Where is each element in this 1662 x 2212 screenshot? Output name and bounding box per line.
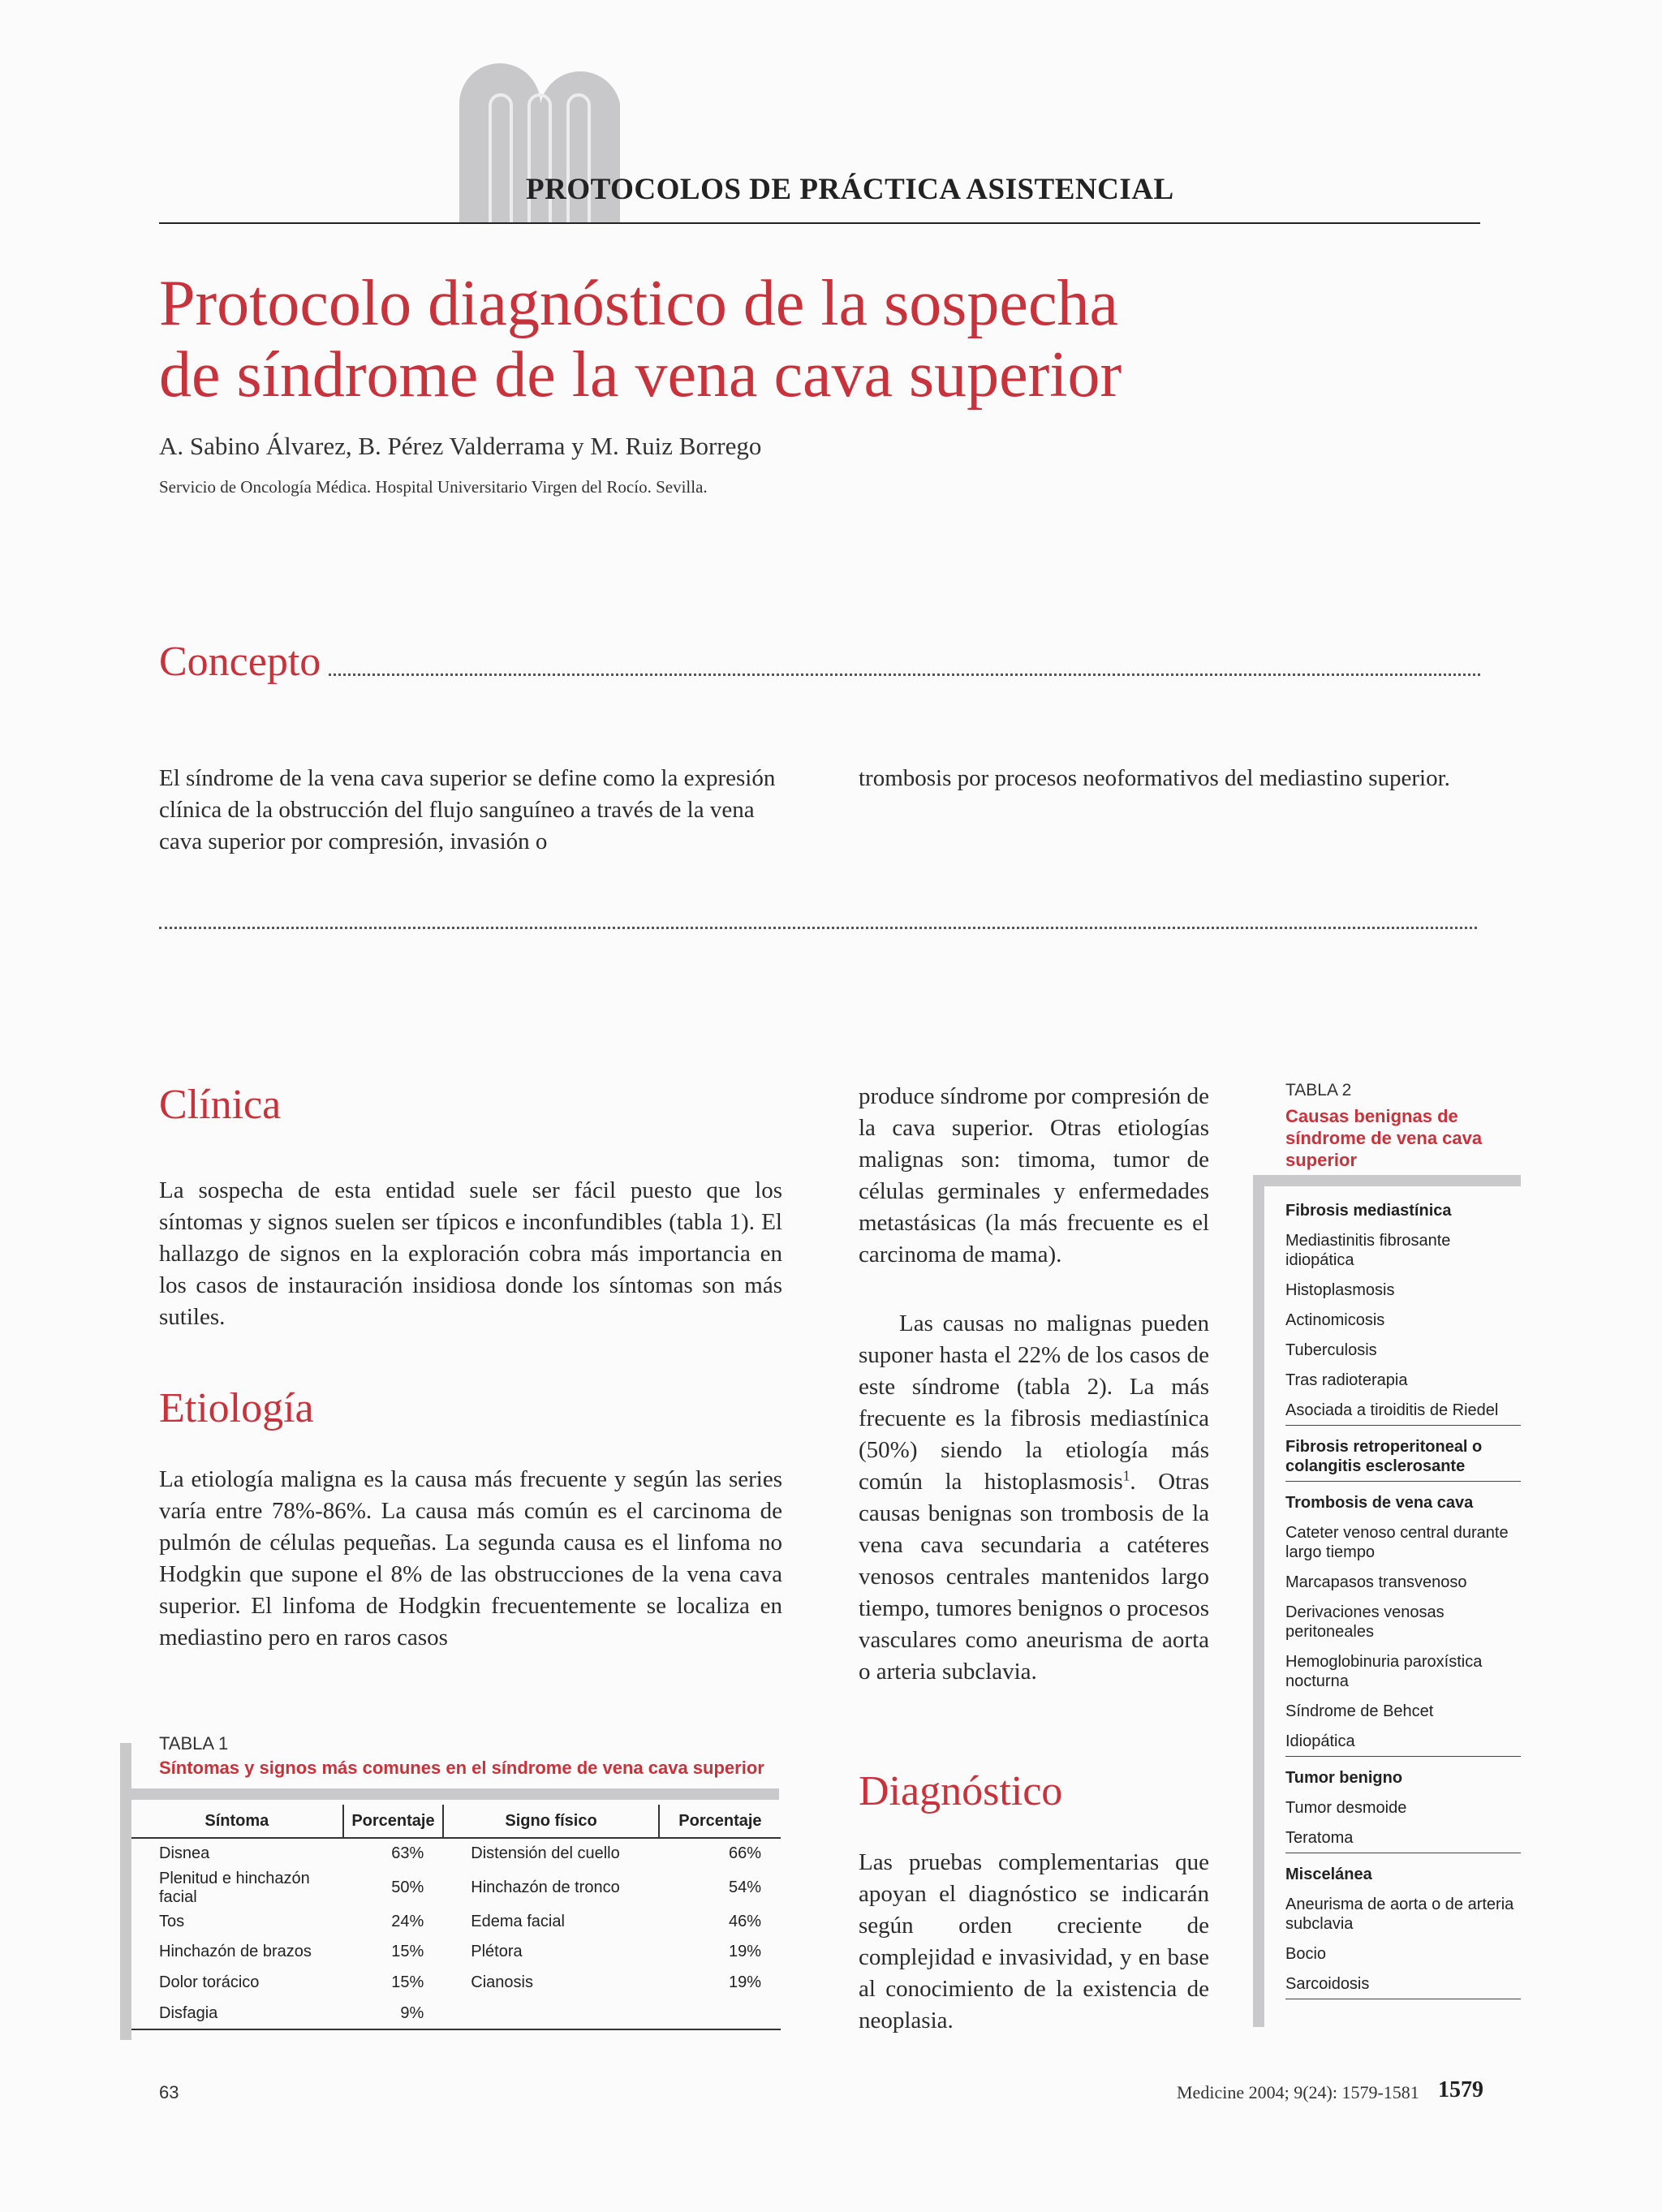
header-rule [159, 222, 1480, 224]
list-item: Marcapasos transvenoso [1285, 1573, 1467, 1591]
tabla2 [1285, 1196, 1521, 1999]
heading-diagnostico: Diagnóstico [859, 1768, 1063, 1814]
tabla1-cell: 50% [391, 1878, 424, 1897]
list-item: Sarcoidosis [1285, 1969, 1521, 1999]
etiologia-p2-post: . Otras causas benignas son trombosis de la vena cava secundaria a catéteres venosos centrales mantenidos largo tiempo, tumores benignos o procesos vasculares como aneurisma de aorta o arteria subclavia. [859, 1469, 1209, 1685]
tabla1-cell: Hinchazón de brazos [159, 1943, 312, 1961]
tabla1-cell [659, 1998, 781, 2029]
tabla1-header-porcentaje-1: Porcentaje [343, 1805, 444, 1838]
title-line-2: de síndrome de la vena cava superior [159, 339, 1122, 411]
tabla1-cell: 19% [728, 1943, 761, 1961]
footer-page-number: 1579 [1438, 2077, 1483, 2102]
tabla1-cell: Hinchazón de tronco [471, 1878, 620, 1897]
tabla1-cell: 9% [343, 1998, 444, 2029]
table-row [131, 1937, 781, 1968]
authors: A. Sabino Álvarez, B. Pérez Valderrama y M. Ruiz Borrego [159, 432, 762, 460]
tabla2-side-bar [1253, 1175, 1264, 2027]
tabla1-cell: Plétora [471, 1943, 523, 1961]
tabla1-cell: Disfagia [131, 1998, 343, 2029]
list-item: Derivaciones venosas peritoneales [1285, 1603, 1445, 1641]
list-item: Tuberculosis [1285, 1341, 1377, 1359]
footer-page-left: 63 [159, 2082, 179, 2102]
tabla2-group-heading: Fibrosis mediastínica [1285, 1202, 1452, 1220]
table-row [131, 1838, 781, 1870]
list-item: Cateter venoso central durante largo tiempo [1285, 1524, 1509, 1561]
tabla1-cell: 15% [391, 1943, 424, 1961]
tabla1-cell: 24% [391, 1912, 424, 1930]
article-title [159, 268, 1295, 411]
section-label: PROTOCOLOS DE PRÁCTICA ASISTENCIAL [526, 173, 1174, 206]
affiliation: Servicio de Oncología Médica. Hospital Universitario Virgen del Rocío. Sevilla. [159, 477, 708, 497]
tabla1-side-bar [120, 1743, 131, 2040]
tabla2-title: Causas benignas de síndrome de vena cava superior [1285, 1106, 1483, 1170]
concept-dotted-rule [159, 673, 1480, 676]
tabla2-group-heading: Miscelánea [1285, 1866, 1372, 1883]
tabla1-cell: 66% [728, 1844, 761, 1863]
tabla1-cell: 19% [728, 1973, 761, 1992]
heading-clinica: Clínica [159, 1082, 282, 1128]
tabla1-header-signo: Signo físico [443, 1805, 659, 1838]
tabla1-cell: 46% [728, 1912, 761, 1930]
list-item: Asociada a tiroiditis de Riedel [1285, 1395, 1521, 1426]
tabla1-cell [443, 1998, 659, 2029]
etiologia-p2-pre: Las causas no malignas pueden suponer hasta el 22% de los casos de este síndrome (tabla 2). La más frecuente es la fibrosis mediastínica (50%) siendo la etiología más común la histoplasmosis [859, 1310, 1209, 1495]
section-dotted-rule [159, 927, 1477, 929]
table-row [131, 1907, 781, 1938]
tabla2-group-heading: Fibrosis retroperitoneal o colangitis esclerosante [1285, 1432, 1521, 1482]
tabla1-cell: 63% [391, 1844, 424, 1863]
reference-1: 1 [1122, 1467, 1130, 1484]
list-item: Síndrome de Behcet [1285, 1702, 1434, 1720]
tabla1-cell: Distensión del cuello [471, 1844, 620, 1863]
concepto-text-col1: El síndrome de la vena cava superior se define como la expresión clínica de la obstrucción del flujo sanguíneo a través de la vena cava superior por compresión, invasión o [159, 765, 776, 854]
list-item: Teratoma [1285, 1823, 1521, 1853]
tabla2-label: TABLA 2 [1285, 1081, 1352, 1100]
tabla1-cell: Tos [159, 1912, 185, 1930]
tabla2-group-heading: Trombosis de vena cava [1285, 1494, 1474, 1512]
list-item: Idiopática [1285, 1726, 1521, 1757]
table-row [131, 1998, 781, 2029]
etiologia-paragraph-2 [859, 1308, 1209, 1688]
tabla1-header-row [131, 1805, 781, 1838]
list-item: Hemoglobinuria paroxística nocturna [1285, 1653, 1483, 1690]
tabla1-label: TABLA 1 [159, 1733, 229, 1754]
table-row [131, 1968, 781, 1999]
list-item: Mediastinitis fibrosante idiopática [1285, 1232, 1451, 1269]
tabla1-cell: Disnea [159, 1844, 210, 1863]
footer-citation: Medicine 2004; 9(24): 1579-1581 [1177, 2082, 1419, 2102]
tabla1-top-bar [120, 1788, 779, 1800]
tabla1-cell: Plenitud e hinchazón facial [159, 1869, 310, 1906]
tabla2-group-heading: Tumor benigno [1285, 1769, 1403, 1787]
tabla1-cell: 15% [391, 1973, 424, 1992]
tabla1-header-sintoma: Síntoma [131, 1805, 343, 1838]
etiologia-text: La etiología maligna es la causa más frecuente y según las series varía entre 78%-86%. La causa más común es el carcinoma de pulmón de células pequeñas. La segunda causa es el linfoma no Hodgkin que supone el 8% de las obstrucciones de la vena cava superior. El linfoma de Hodgkin frecuentemente se localiza en mediastino pero en raros casos [159, 1466, 782, 1650]
tabla1-cell: Dolor torácico [159, 1973, 260, 1992]
list-item: Bocio [1285, 1945, 1327, 1963]
list-item: Aneurisma de aorta o de arteria subclavia [1285, 1896, 1514, 1933]
tabla1-cell: 54% [728, 1878, 761, 1897]
list-item: Actinomicosis [1285, 1311, 1385, 1329]
clinica-text: La sospecha de esta entidad suele ser fácil puesto que los síntomas y signos suelen ser típicos e inconfundibles (tabla 1). El hallazgo de signos en la exploración cobra más importancia en los casos de instauración insidiosa donde los síntomas son más sutiles. [159, 1177, 782, 1330]
tabla1-header-porcentaje-2: Porcentaje [659, 1805, 781, 1838]
diagnostico-text: Las pruebas complementarias que apoyan el diagnóstico se indicarán según orden creciente de complejidad e invasividad, y en base al conocimiento de la existencia de neoplasia. [859, 1849, 1209, 2033]
list-item: Tumor desmoide [1285, 1799, 1407, 1817]
tabla1 [131, 1805, 781, 2030]
tabla1-cell: Cianosis [471, 1973, 533, 1992]
tabla1-cell: Edema facial [471, 1912, 565, 1930]
heading-etiologia: Etiología [159, 1385, 314, 1431]
etiologia-text-continued: produce síndrome por compresión de la cava superior. Otras etiologías malignas son: timoma, tumor de células germinales y enfermedades metastásicas (la más frecuente es el carcinoma de mama). [859, 1083, 1209, 1267]
list-item: Histoplasmosis [1285, 1281, 1395, 1299]
table-row [131, 1870, 781, 1907]
concepto-text-col2: trombosis por procesos neoformativos del mediastino superior. [859, 765, 1450, 791]
tabla2-top-bar [1253, 1175, 1521, 1186]
title-line-1: Protocolo diagnóstico de la sospecha [159, 268, 1118, 339]
heading-concepto: Concepto [159, 638, 329, 686]
list-item: Tras radioterapia [1285, 1371, 1408, 1389]
tabla1-title: Síntomas y signos más comunes en el síndrome de vena cava superior [159, 1758, 764, 1778]
